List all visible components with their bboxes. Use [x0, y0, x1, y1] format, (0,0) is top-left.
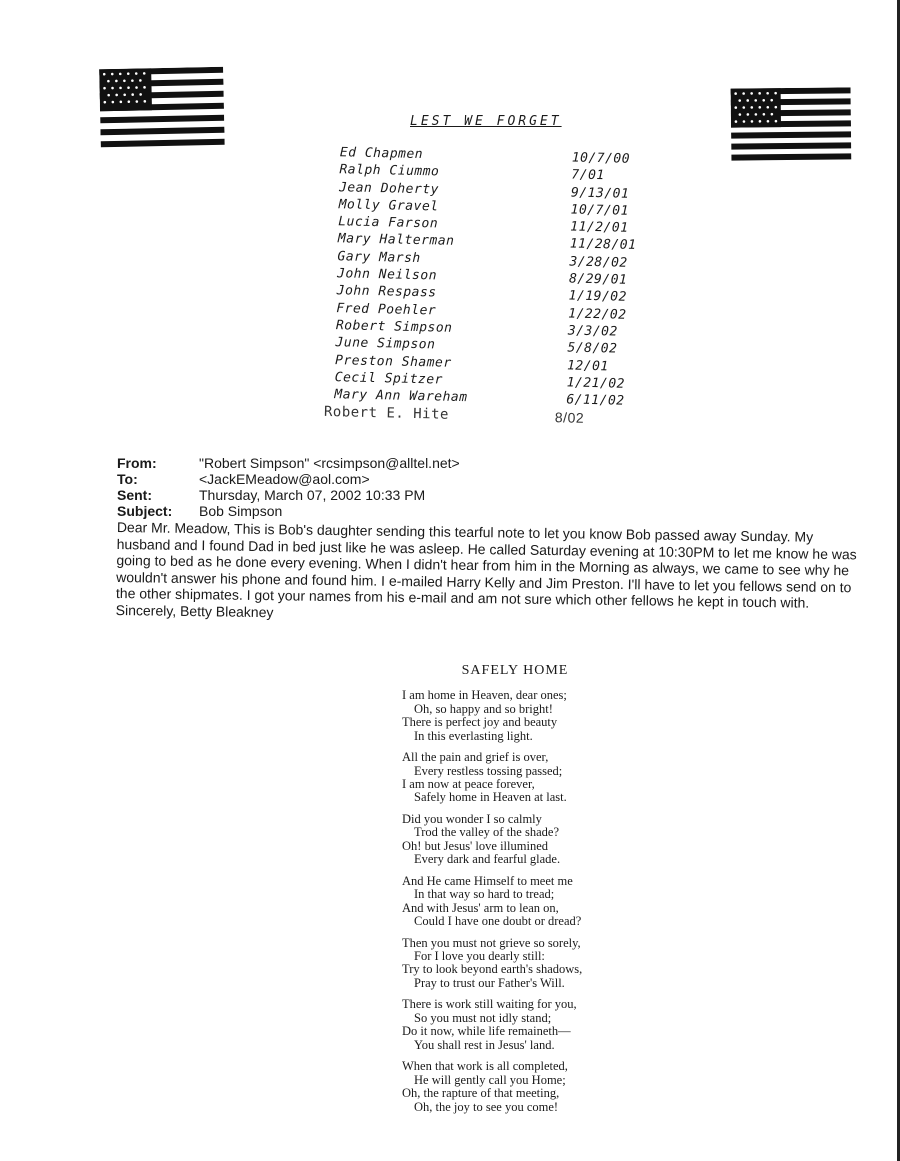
memorial-name: Gary Marsh: [337, 248, 421, 266]
poem-line: And with Jesus' arm to lean on,: [402, 900, 559, 915]
poem-line: Try to look beyond earth's shadows,: [402, 962, 583, 977]
email-subject: Bob Simpson: [199, 503, 283, 519]
poem-line: For I love you dearly still:: [414, 949, 545, 964]
poem-line: There is perfect joy and beauty: [402, 715, 558, 730]
poem-line: Oh, so happy and so bright!: [414, 701, 553, 716]
memorial-date: 7/01: [571, 167, 605, 184]
memorial-name: Fred Poehler: [336, 300, 437, 319]
poem-line: Oh, the joy to see you come!: [414, 1099, 559, 1114]
poem-stanza: [402, 998, 632, 1052]
memorial-name: Jean Doherty: [338, 179, 440, 198]
memorial-date: 9/13/01: [570, 185, 630, 202]
poem-line: Then you must not grieve so sorely,: [402, 935, 581, 950]
poem-line: In this everlasting light.: [414, 728, 533, 743]
memorial-title: LEST WE FORGET: [410, 114, 562, 129]
poem: [402, 664, 632, 1122]
poem-stanza: [402, 937, 632, 991]
memorial-date: 8/29/01: [568, 271, 628, 288]
memorial-date: 1/19/02: [568, 288, 628, 306]
email-header: [117, 455, 877, 519]
poem-line: There is work still waiting for you,: [402, 997, 577, 1012]
poem-line: All the pain and grief is over,: [402, 750, 549, 765]
poem-line: Oh! but Jesus' love illumined: [402, 838, 548, 853]
poem-line: When that work is all completed,: [402, 1059, 568, 1074]
email-to: <JackEMeadow@aol.com>: [199, 471, 370, 487]
poem-line: Every dark and fearful glade.: [414, 852, 561, 867]
american-flag-icon: [99, 67, 225, 154]
memorial-name: Preston Shamer: [334, 352, 452, 371]
poem-line: I am now at peace forever,: [402, 777, 535, 792]
poem-line: And He came Himself to meet me: [402, 873, 573, 888]
poem-stanza: [402, 751, 632, 805]
memorial-name: Robert Simpson: [335, 318, 453, 336]
memorial-date: 5/8/02: [567, 340, 618, 357]
email-from-row: [117, 455, 877, 471]
poem-line: Oh, the rapture of that meeting,: [402, 1086, 560, 1101]
email-from: "Robert Simpson" <rcsimpson@alltel.net>: [199, 455, 460, 471]
email-sent-row: [117, 487, 877, 503]
poem-line: I am home in Heaven, dear ones;: [402, 688, 567, 703]
email-to-row: [117, 471, 877, 487]
memorial-date: 1/21/02: [566, 375, 626, 392]
memorial-date: 3/3/02: [567, 323, 618, 340]
poem-line: Every restless tossing passed;: [414, 763, 563, 778]
poem-stanza: [402, 1060, 632, 1114]
poem-stanza: [402, 689, 632, 743]
email-sent-label: Sent:: [117, 487, 152, 503]
poem-line: Pray to trust our Father's Will.: [414, 975, 565, 990]
memorial-name: Mary Ann Wareham: [334, 387, 468, 406]
poem-line: So you must not idly stand;: [414, 1010, 552, 1025]
poem-stanza: [402, 875, 632, 929]
memorial-date: 1/22/02: [568, 306, 627, 323]
email-from-label: From:: [117, 455, 157, 471]
poem-title: SAFELY HOME: [461, 663, 569, 678]
email-body: Dear Mr. Meadow, This is Bob's daughter sending this tearful note to let you know Bob passed away Sunday. My husband and I found Dad in bed just like he was asleep. He called Saturday evening at 10:30PM to let me know he was going to bed as he done every evening. When I didn't hear from him in the Morning as always, we came to see why he wouldn't answer his phone and found him. I e-mailed Harry Kelly and Jim Preston. I'll have to let you fellows send on to the other shipmates. I got your names from his e-mail and am not sure which other fellows he kept in touch with. Sincerely, Betty Bleakney: [115, 519, 857, 620]
memorial-date: 10/7/00: [571, 150, 631, 167]
memorial-name: Mary Halterman: [337, 231, 455, 250]
memorial-date: 6/11/02: [566, 392, 625, 409]
memorial-name: Molly Gravel: [338, 197, 439, 215]
poem-line: In that way so hard to tread;: [414, 887, 555, 902]
poem-line: Do it now, while life remaineth—: [402, 1024, 571, 1039]
memorial-name: June Simpson: [335, 335, 436, 353]
poem-line: You shall rest in Jesus' land.: [414, 1037, 555, 1052]
memorial-name: Robert E. Hite: [323, 404, 450, 424]
memorial-name: John Respass: [336, 283, 437, 301]
memorial-date: 10/7/01: [570, 202, 630, 219]
memorial-name: Ralph Ciummo: [339, 162, 440, 180]
email-sent: Thursday, March 07, 2002 10:33 PM: [199, 487, 426, 503]
memorial-date: 11/28/01: [569, 236, 637, 254]
poem-line: Could I have one doubt or dread?: [414, 914, 582, 929]
memorial-date: 8/02: [554, 409, 585, 427]
memorial-name: Lucia Farson: [338, 214, 439, 232]
poem-line: Trod the valley of the shade?: [414, 825, 559, 840]
memorial-date: 12/01: [566, 357, 609, 374]
memorial-name: Cecil Spitzer: [334, 370, 444, 388]
memorial-list: [324, 145, 660, 429]
memorial-date: 11/2/01: [570, 219, 629, 236]
email-subject-label: Subject:: [117, 503, 173, 519]
email-subject-row: [117, 503, 877, 519]
poem-line: He will gently call you Home;: [414, 1072, 566, 1087]
email-to-label: To:: [117, 471, 138, 487]
memorial-name: John Neilson: [336, 266, 438, 284]
poem-line: Did you wonder I so calmly: [402, 812, 542, 827]
memorial-name: Ed Chapmen: [339, 145, 424, 163]
american-flag-icon: [731, 87, 852, 166]
poem-line: Safely home in Heaven at last.: [414, 790, 567, 805]
poem-stanza: [402, 813, 632, 867]
memorial-date: 3/28/02: [569, 254, 628, 271]
